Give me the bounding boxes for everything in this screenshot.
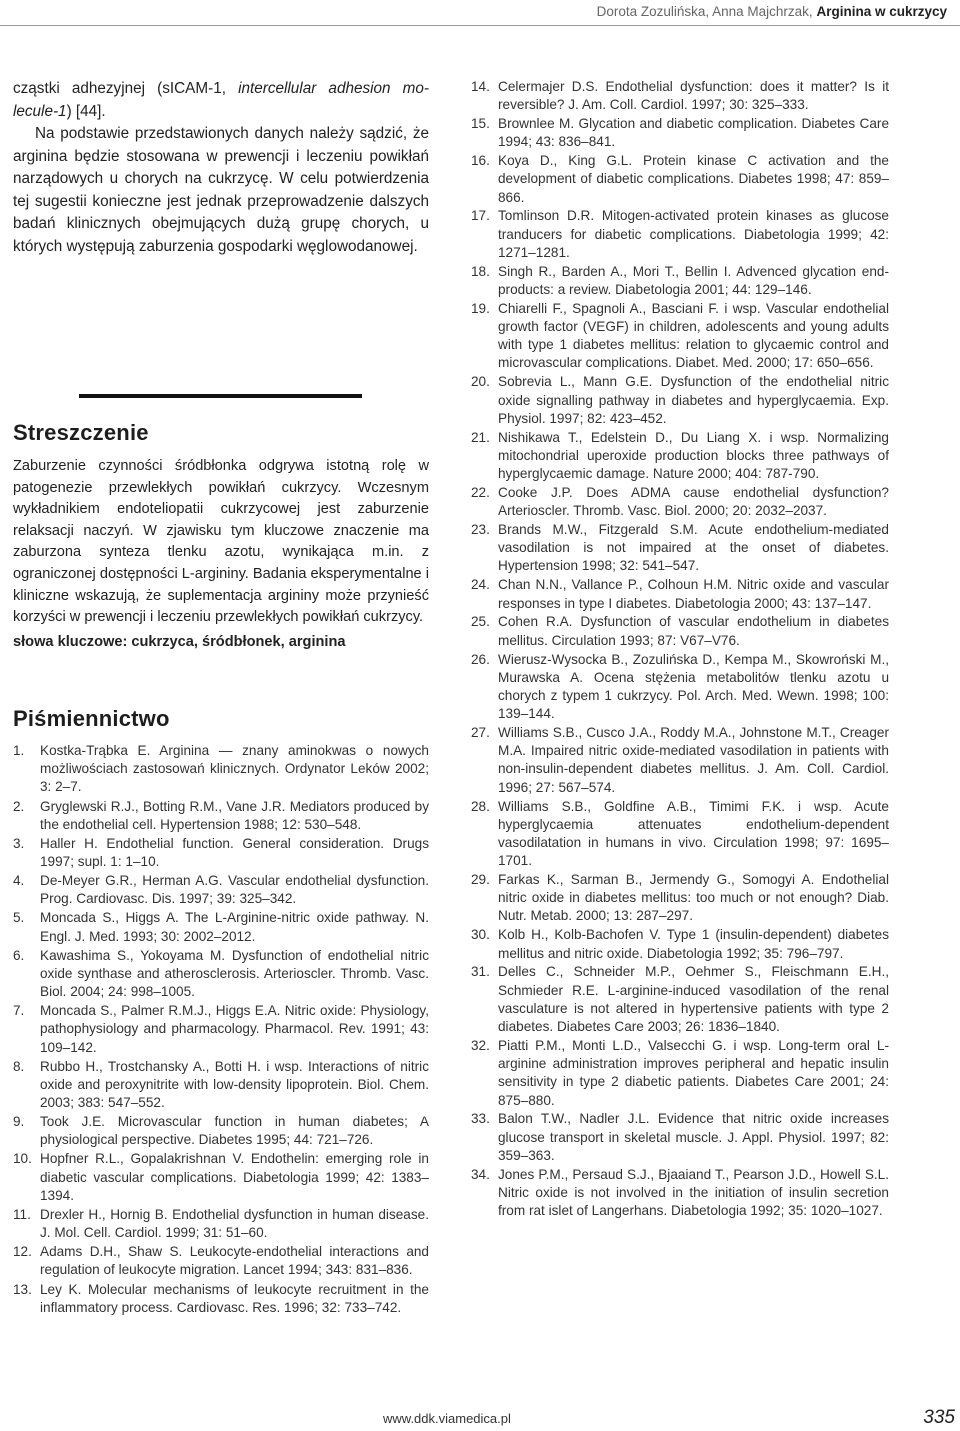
reference-number: 32. [471,1037,490,1053]
reference-item [471,115,889,151]
reference-number: 26. [471,651,490,667]
running-header-text [597,4,947,19]
reference-text: Chan N.N., Vallance P., Colhoun H.M. Nitric oxide and vascular responses in type I diabetes. Diabetologia 2000; 43: 137–147. [498,577,889,611]
reference-number: 17. [471,208,490,224]
reference-text: Took J.E. Microvascular function in human diabetes; A physiological perspective. Diabetes 1995; 44: 721–726. [40,1114,429,1148]
reference-text: Adams D.H., Shaw S. Leukocyte-endothelial interactions and regulation of leukocyte migration. Lancet 1994; 343: 831–836. [40,1244,429,1278]
reference-number: 22. [471,484,490,500]
reference-item [13,742,429,797]
header-article-title: Arginina w cukrzycy [816,4,947,19]
reference-item [471,373,889,428]
reference-text: Cohen R.A. Dysfunction of vascular endothelium in diabetes mellitus. Circulation 1993; 87: V67–V76. [498,614,889,648]
footer-website: www.ddk.viamedica.pl [383,1411,511,1426]
reference-item [471,1037,889,1110]
reference-number: 33. [471,1111,490,1127]
reference-item [13,1206,429,1242]
references-heading: Piśmiennictwo [13,706,170,731]
reference-item [13,1243,429,1279]
reference-number: 10. [13,1151,32,1167]
reference-text: Moncada S., Higgs A. The L-Arginine-nitric oxide pathway. N. Engl. J. Med. 1993; 30: 2002–2012. [40,910,429,944]
reference-text: Drexler H., Hornig B. Endothelial dysfunction in human disease. J. Mol. Cell. Cardiol. 1999; 31: 51–60. [40,1206,429,1241]
reference-item [13,872,429,908]
reference-number: 20. [471,374,490,390]
abstract-heading: Streszczenie [13,420,149,445]
reference-item [471,871,889,926]
reference-item [13,835,429,871]
reference-item [471,300,889,373]
reference-number: 14. [471,79,490,94]
reference-text: Haller H. Endothelial function. General consideration. Drugs 1997; supl. 1: 1–10. [40,835,429,869]
reference-number: 16. [471,153,490,169]
reference-text: Jones P.M., Persaud S.J., Bjaaiand T., Pearson J.D., Howell S.L. Nitric oxide is not involved in the initiation of insulin secretion from rat islet of Langerhans. Diabetologia 1992; 35: 1020–1027. [498,1166,889,1219]
reference-item [471,651,889,724]
reference-item [13,947,429,1002]
reference-item [471,429,889,484]
reference-number: 27. [471,725,490,741]
reference-number: 19. [471,300,490,316]
intro-paragraph-2: Na podstawie przedstawionych danych należy sądzić, że arginina będzie stosowana w prewencji i leczeniu powikłań narządowych u chorych na cukrzycę. W celu potwierdzenia tej sugestii konieczne jest jednak przeprowadzenie dalszych badań klinicznych obejmujących dużą grupę chorych, u których występują zaburzenia gospodarki węglowodanowej. [13,125,429,255]
reference-number: 13. [13,1281,32,1297]
reference-text: Moncada S., Palmer R.M.J., Higgs E.A. Nitric oxide: Physiology, pathophysiology and pharmacology. Pharmacol. Rev. 1991; 43: 109–142. [40,1003,429,1055]
reference-text: Brands M.W., Fitzgerald S.M. Acute endothelium-mediated vasodilation is not impaired at the onset of diabetes. Hypertension 1998; 32: 541–547. [498,522,889,574]
reference-text: Sobrevia L., Mann G.E. Dysfunction of the endothelial nitric oxide signalling pathway in diabetes and hyperglycaemia. Exp. Physiol. 1997; 82: 423–452. [498,374,889,426]
reference-text: Rubbo H., Trostchansky A., Botti H. i wsp. Interactions of nitric oxide and peroxynitrite with low-density lipoprotein. Biol. Chem. 2003; 383: 547–552. [40,1058,429,1111]
reference-number: 9. [13,1114,25,1130]
intro-para1-start: cząstki adhezyjnej (sICAM-1, [13,80,239,97]
reference-item [471,1110,889,1165]
reference-text: Singh R., Barden A., Mori T., Bellin I. Advenced glycation end-products: a review. Diabetologia 2001; 44: 129–146. [498,263,889,297]
reference-item [471,1166,889,1221]
reference-item [471,724,889,797]
reference-number: 29. [471,872,490,888]
reference-item [13,1002,429,1057]
reference-item [471,521,889,576]
reference-number: 7. [13,1003,25,1019]
reference-number: 30. [471,927,490,943]
reference-text: Koya D., King G.L. Protein kinase C activation and the development of diabetic complications. Diabetes 1998; 47: 859–866. [498,153,889,205]
reference-number: 34. [471,1166,490,1182]
reference-text: Nishikawa T., Edelstein D., Du Liang X. i wsp. Normalizing mitochondrial uperoxide production blocks three pathways of hyperglycaemic damage. Nature 2000; 404: 787-790. [498,429,889,482]
reference-text: Tomlinson D.R. Mitogen-activated protein kinases as glucose tranducers for diabetic complications. Diabetologia 1999; 42: 1271–1281. [498,208,889,260]
reference-item [471,576,889,612]
reference-item [471,484,889,520]
reference-number: 15. [471,116,490,132]
reference-number: 3. [13,835,25,851]
reference-text: Hopfner R.L., Gopalakrishnan V. Endothelin: emerging role in diabetic vascular complications. Diabetologia 1999; 42: 1383–1394. [40,1151,429,1203]
abstract-section [13,420,429,653]
reference-text: Kolb H., Kolb-Bachofen V. Type 1 (insulin-dependent) diabetes mellitus and nitric oxide. Diabetologia 1992; 35: 796–797. [498,927,889,961]
reference-number: 4. [13,873,25,889]
references-list-left [13,742,429,1317]
reference-number: 28. [471,798,490,814]
references-section [13,706,429,1317]
intro-para1-italic: intercellular adhesion mo-lecule-1 [13,80,429,120]
reference-number: 1. [13,743,25,758]
reference-text: Kawashima S., Yokoyama M. Dysfunction of endothelial nitric oxide synthase and atherosclerosis. Arterioscler. Thromb. Vasc. Biol. 2004; 24: 998–1005. [40,947,429,1000]
page-number: 335 [923,1407,955,1428]
reference-item [13,1058,429,1113]
reference-text: Delles C., Schneider M.P., Oehmer S., Fleischmann E.H., Schmieder R.E. L-arginine-induced vasodilation of the renal vasculature is not altered in hypertensive patients with type 2 diabetes. Diabetes Care 2003; 26: 1836–1840. [498,964,889,1035]
reference-text: Chiarelli F., Spagnoli A., Basciani F. i wsp. Vascular endothelial growth factor (VEGF) in children, adolescents and young adults with type 1 diabetes mellitus: relation to glycaemic control and microvascular complications. Diabet. Med. 2000; 17: 650–656. [498,300,889,371]
reference-item [13,1113,429,1149]
reference-text: Celermajer D.S. Endothelial dysfunction: does it matter? Is it reversible? J. Am. Coll. Cardiol. 1997; 30: 325–333. [498,79,889,113]
reference-number: 24. [471,577,490,593]
reference-text: Piatti P.M., Monti L.D., Valsecchi G. i wsp. Long-term oral L-arginine administration improves peripheral and hepatic insulin sensitivity in type 2 diabetic patients. Diabetes Care 2001; 24: 875–880. [498,1037,889,1108]
reference-text: Williams S.B., Goldfine A.B., Timimi F.K. i wsp. Acute hyperglycaemia attenuates endothelium-dependent vasodilatation in humans in vivo. Circulation 1998; 97: 1695–1701. [498,798,889,869]
reference-number: 21. [471,429,490,445]
reference-item [13,909,429,945]
reference-text: Williams S.B., Cusco J.A., Roddy M.A., Johnstone M.T., Creager M.A. Impaired nitric oxide-mediated vasodilation in patients with non-insulin-dependent diabetes mellitus. J. Am. Coll. Cardiol. 1996; 27: 567–574. [498,725,889,795]
reference-item [471,613,889,649]
keywords: słowa kluczowe: cukrzyca, śródbłonek, arginina [13,633,346,650]
left-column-intro [13,78,429,258]
abstract-text: Zaburzenie czynności śródbłonka odgrywa istotną rolę w patogenezie przewlekłych powikłań cukrzycy. Wczesnym wykładnikiem endoteliopatii cukrzycowej jest zaburzenie relaksacji naczyń. W zjawisku tym kluczowe znaczenie ma zaburzona synteza tlenku azotu, wynikająca m.in. z ograniczonej dostępności L-argininy. Badania eksperymentalne i kliniczne wskazują, że suplementacja argininy może przynieść korzyści w prewencji i leczeniu przewlekłych powikłań cukrzycy. [13,458,429,626]
reference-text: De-Meyer G.R., Herman A.G. Vascular endothelial dysfunction. Prog. Cardiovasc. Dis. 1997; 39: 325–342. [40,873,429,907]
reference-number: 6. [13,947,25,963]
intro-paragraph-1 [13,78,429,123]
reference-number: 8. [13,1058,25,1074]
reference-item [471,798,889,871]
reference-text: Wierusz-Wysocka B., Zozulińska D., Kempa M., Skowroński M., Murawska A. Ocena stężenia metabolitów tlenku azotu u chorych z typem 1 cukrzycy. Pol. Arch. Med. Wewn. 1998; 100: 139–144. [498,651,889,722]
header-authors: Dorota Zozulińska, Anna Majchrzak, [596,4,813,19]
reference-number: 25. [471,614,490,630]
reference-item [471,152,889,207]
reference-item [471,926,889,962]
reference-text: Brownlee M. Glycation and diabetic complication. Diabetes Care 1994; 43: 836–841. [498,116,889,150]
reference-number: 2. [13,798,25,814]
reference-item [13,1281,429,1317]
reference-item [13,1150,429,1205]
reference-number: 18. [471,263,490,279]
reference-text: Gryglewski R.J., Botting R.M., Vane J.R. Mediators produced by the endothelial cell. Hypertension 1988; 12: 530–548. [40,798,429,832]
reference-item [471,78,889,114]
reference-number: 12. [13,1244,32,1260]
reference-number: 31. [471,964,490,980]
reference-text: Cooke J.P. Does ADMA cause endothelial dysfunction? Arterioscler. Thromb. Vasc. Biol. 2000; 20: 2032–2037. [498,484,889,519]
reference-text: Balon T.W., Nadler J.L. Evidence that nitric oxide increases glucose transport in skeletal muscle. J. Appl. Physiol. 1997; 82: 359–363. [498,1111,889,1163]
intro-para1-end: ) [44]. [66,102,106,120]
reference-text: Farkas K., Sarman B., Jermendy G., Somogyi A. Endothelial nitric oxide in diabetes mellitus: too much or not enough? Diab. Nutr. Metab. 2000; 13: 287–297. [498,872,889,924]
reference-item [471,263,889,299]
reference-text: Kostka-Trąbka E. Arginina — znany aminokwas o nowych możliwościach zastosowań klinicznych. Ordynator Leków 2002; 3: 2–7. [40,743,429,795]
references-list-right [471,78,889,1220]
reference-item [13,798,429,834]
right-column-references [471,78,889,1220]
reference-item [471,963,889,1036]
reference-item [471,207,889,262]
reference-number: 5. [13,910,25,926]
reference-text: Ley K. Molecular mechanisms of leukocyte recruitment in the inflammatory process. Cardiovasc. Res. 1996; 32: 733–742. [40,1281,429,1315]
reference-number: 11. [13,1206,31,1222]
section-divider-rule [79,394,362,398]
reference-number: 23. [471,522,490,538]
running-header [0,0,960,26]
